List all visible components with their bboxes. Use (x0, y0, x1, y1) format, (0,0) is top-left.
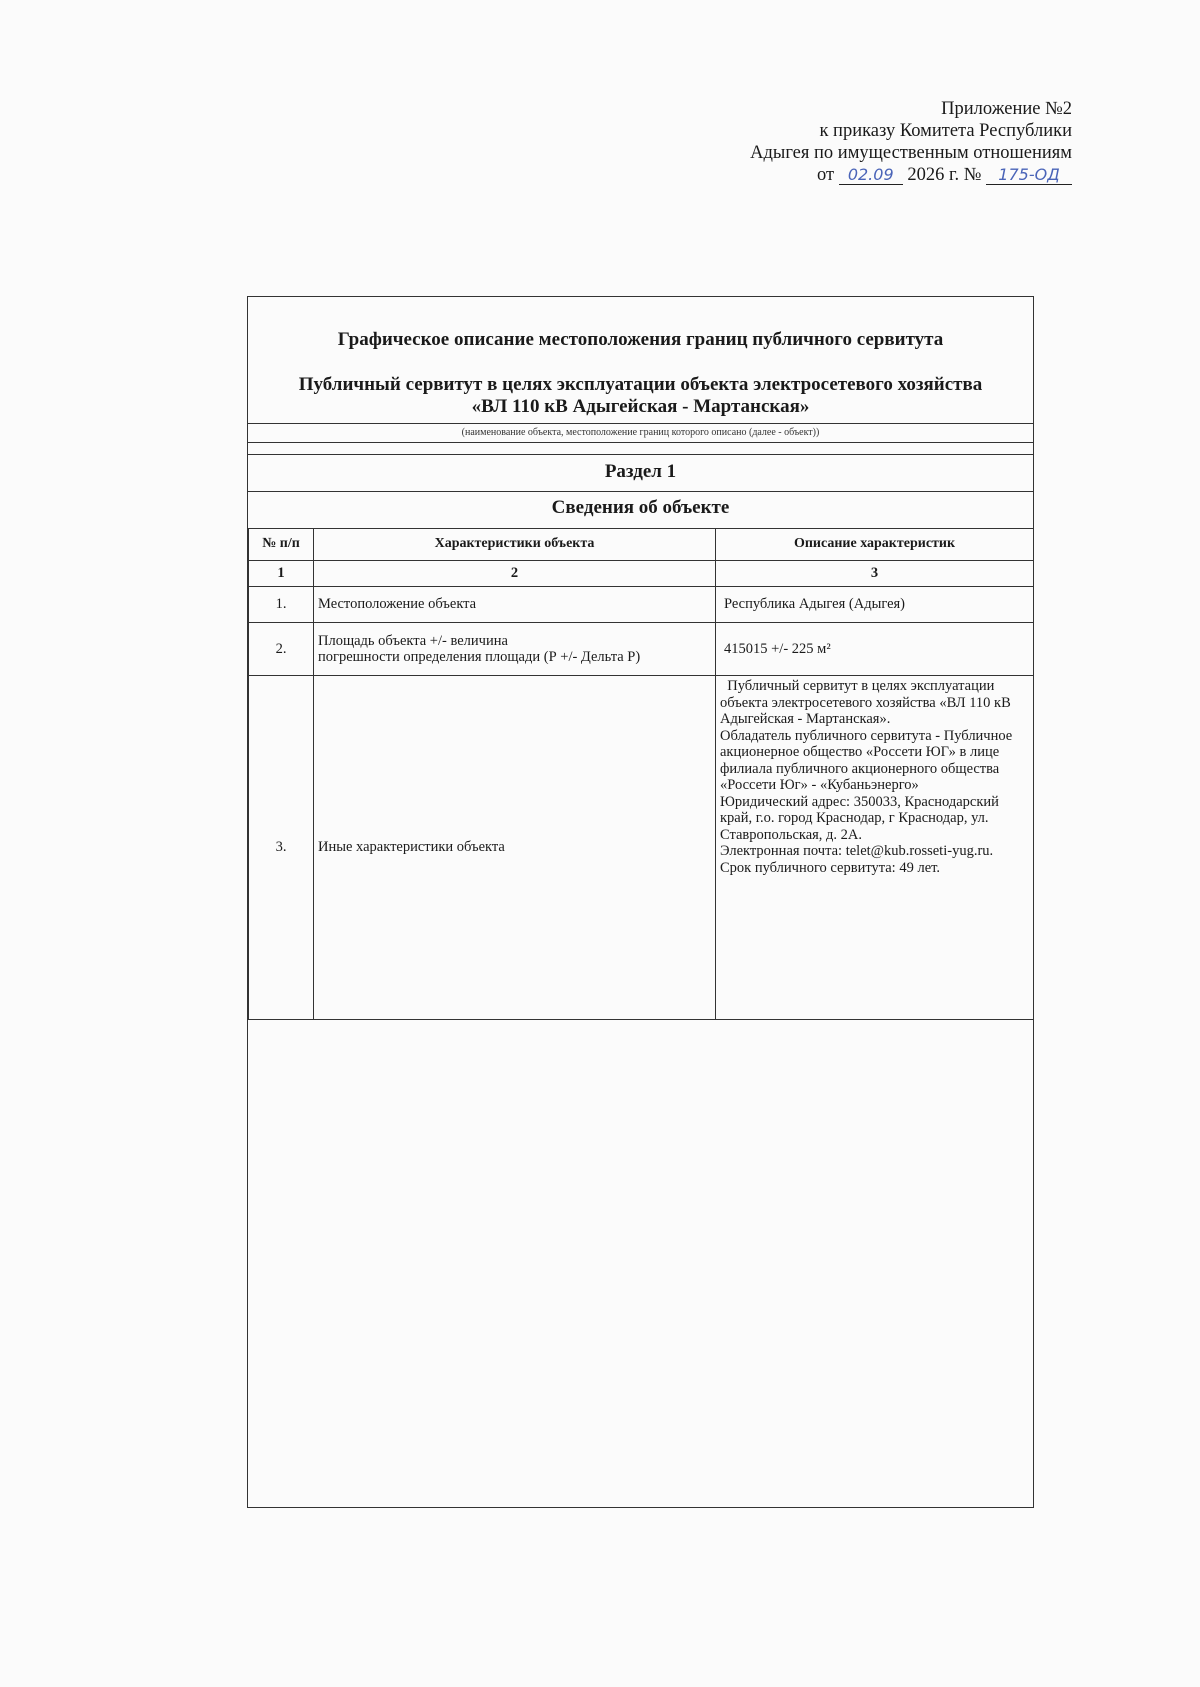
characteristic-line: погрешности определения площади (Р +/- Дельта Р) (318, 649, 641, 665)
description-paragraph: Обладатель публичного сервитута - Публичное акционерное общество «Россети ЮГ» в лице филиала публичного акционерного общества «Россети Юг» - «Кубаньэнерго» (720, 727, 1013, 793)
table-row (249, 587, 1034, 623)
column-number: 2 (314, 561, 716, 587)
header-characteristic: Характеристики объекта (314, 529, 716, 561)
subtitle-line-2: «ВЛ 110 кВ Адыгейская - Мартанская» (471, 396, 810, 417)
divider (248, 454, 1033, 455)
section-title: Сведения об объекте (551, 497, 730, 518)
date-prefix: от (817, 165, 835, 185)
row-number: 2. (249, 623, 314, 676)
appendix-header (652, 98, 1072, 186)
section-label: Раздел 1 (604, 461, 677, 482)
handwritten-date: 02.09 (839, 164, 903, 185)
row-number: 1. (249, 587, 314, 623)
document-title: Графическое описание местоположения границ публичного сервитута (337, 329, 944, 350)
header-num: № п/п (249, 529, 314, 561)
divider (248, 491, 1033, 492)
header-description: Описание характеристик (716, 529, 1034, 561)
row-number: 3. (249, 676, 314, 1020)
committee-name: Адыгея по имущественным отношениям (750, 143, 1072, 163)
column-number: 3 (716, 561, 1034, 587)
table-header-row (249, 529, 1034, 561)
subtitle-line-1: Публичный сервитут в целях эксплуатации объекта электросетевого хозяйства (298, 374, 983, 395)
handwritten-order-number: 175-ОД (986, 164, 1072, 185)
table-row (249, 623, 1034, 676)
order-date-line (652, 164, 1072, 186)
description-paragraph: Публичный сервитут в целях эксплуатации объекта электросетевого хозяйства «ВЛ 110 кВ Адыгейская - Мартанская». (720, 678, 1015, 727)
description-paragraph: Юридический адрес: 350033, Краснодарский край, г.о. город Краснодар, г Краснодар, ул. Ставропольская, д. 2А. (720, 793, 999, 843)
divider (248, 423, 1033, 424)
row-description: Республика Адыгея (Адыгея) (716, 587, 1034, 623)
object-note: (наименование объекта, местоположение границ которого описано (далее - объект)) (461, 427, 820, 438)
year-text: 2026 г. № (907, 165, 982, 185)
description-paragraph: Электронная почта: telet@kub.rosseti-yug.ru. (720, 843, 994, 859)
row-characteristic: Местоположение объекта (314, 587, 716, 623)
appendix-number: Приложение №2 (941, 99, 1072, 119)
order-reference: к приказу Комитета Республики (819, 121, 1072, 141)
row-description: 415015 +/- 225 м² (716, 623, 1034, 676)
row-characteristic: Иные характеристики объекта (314, 676, 716, 1020)
characteristic-line: Площадь объекта +/- величина (318, 632, 508, 649)
divider (248, 442, 1033, 443)
row-characteristic (314, 623, 716, 676)
description-paragraph: Срок публичного сервитута: 49 лет. (720, 859, 941, 876)
row-description (716, 676, 1034, 1020)
document-frame (247, 296, 1034, 1508)
column-number: 1 (249, 561, 314, 587)
table-row (249, 676, 1034, 1020)
column-number-row (249, 561, 1034, 587)
object-info-table (248, 528, 1034, 1020)
document-subtitle (248, 374, 1033, 418)
